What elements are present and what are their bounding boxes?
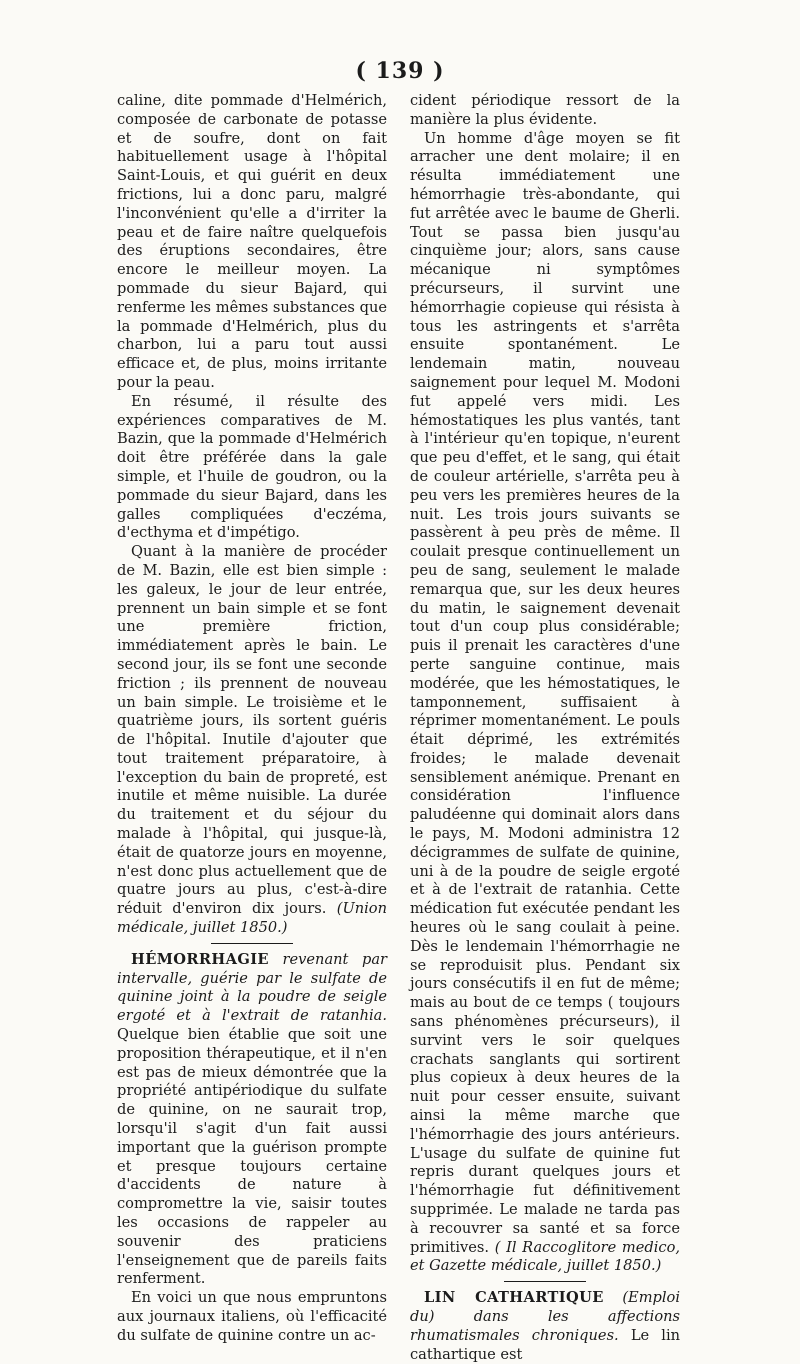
- section-heading: HÉMORRHAGIE: [131, 950, 269, 968]
- paragraph-text: Le lin cathartique est: [410, 1326, 681, 1363]
- source-citation: ( Il Raccoglitore medico, et Gazette médicale, juillet 1850.): [410, 1238, 680, 1275]
- paragraph: En voici un que nous empruntons aux journaux italiens, où l'efficacité du sulfate de quinine contre un ac-: [117, 1289, 387, 1344]
- page-number: ( 139 ): [355, 58, 445, 84]
- paragraph-text: Quant à la manière de procéder de M. Bazin, elle est bien simple : les galeux, le jour de leur entrée, prennent un bain simple et se font une première friction, immédiatement après le bain. Le second jour, ils se font une seconde friction ; ils prennent de nouveau un bain simple. Le troisième et le quatrième jours, ils sortent guéris de l'hôpital. Inutile d'ajouter que tout traitement préparatoire, à l'exception du bain de propreté, est inutile et même nuisible. La durée du traitement et du séjour du malade à l'hôpital, qui jusque-là, était de quatorze jours en moyenne, n'est donc plus actuellement que de quatre jours au plus, c'est-à-dire réduit d'environ dix jours.: [117, 543, 387, 918]
- paragraph: [410, 130, 680, 1277]
- paragraph-text: Quelque bien établie que soit une proposition thérapeutique, et il n'en est pas de mieux démontrée que la propriété antipériodique du sulfate de quinine, on ne saurait trop, lorsqu'il s'agit d'un fait aussi important que la guérison prompte et presque toujours certaine d'accidents de nature à compromettre la vie, saisir toutes les occasions de rappeler au souvenir des praticiens l'enseignement que de pareils faits renferment.: [117, 1026, 387, 1288]
- paragraph: [117, 543, 387, 938]
- paragraph: En résumé, il résulte des expériences comparatives de M. Bazin, que la pommade d'Helmérich doit être préférée dans la gale simple, et l'huile de goudron, ou la pommade du sieur Bajard, dans les galles compliquées d'eczéma, d'ecthyma et d'impétigo.: [117, 392, 387, 542]
- section-subtitle: revenant par intervalle, guérie par le sulfate de quinine joint à la poudre de seigle ergoté et à l'extrait de ratanhia.: [117, 950, 387, 1025]
- paragraph-text: Un homme d'âge moyen se fit arracher une dent molaire; il en résulta immédiatement une hémorrhagie très-abondante, qui fut arrêtée avec le baume de Gherli. Tout se passa bien jusqu'au cinquième jour; alors, sans cause mécanique ni symptômes précurseurs, il survint une hémorrhagie copieuse qui résista à tous les astringents et s'arrêta ensuite spontanément. Le lendemain matin, nouveau saignement pour lequel M. Modoni fut appelé vers midi. Les hémostatiques les plus vantés, tant à l'intérieur qu'en topique, n'eurent que peu d'effet, et le sang, qui était de couleur artérielle, s'arrêta peu à peu vers les premières heures de la nuit. Les trois jours suivants se passèrent à peu près de même. Il coulait presque continuellement un peu de sang, seulement le malade remarqua que, sur les deux heures du matin, le saignement devenait tout d'un coup plus considérable; puis il prenait les caractères d'une perte sanguine continue, mais modérée, que les hémostatiques, le tamponnement, suffisaient à réprimer momentanément. Le pouls était déprimé, les extrémités froides; le malade devenait sensiblement anémique. Prenant en considération l'influence paludéenne qui dominait alors dans le pays, M. Modoni administra 12 décigrammes de sulfate de quinine, uni à de la poudre de seigle ergoté et à de l'extrait de ratanhia. Cette médication fut exécutée pendant les heures où le sang coulait à peine. Dès le lendemain l'hémorrhagie ne se reproduisit plus. Pendant six jours consécutifs il en fut de même; mais au bout de ce temps ( toujours sans phénomènes précurseurs), il survint vers le soir quelques crachats sanglants qui sortirent plus copieux à deux heures de la nuit pour cesser ensuite, suivant ainsi la même marche que l'hémorrhagie des jours antérieurs. L'usage du sulfate de quinine fut repris durant quelques jours et l'hémorrhagie fut définitivement supprimée. Le malade ne tarda pas à recouvrer sa santé et sa force primitives.: [410, 129, 680, 1256]
- left-column: [117, 92, 387, 1346]
- section-divider: [211, 943, 293, 944]
- section-heading: LIN CATHARTIQUE: [424, 1289, 604, 1307]
- paragraph: caline, dite pommade d'Helmérich, composée de carbonate de potasse et de soufre, dont on fait habituellement usage à l'hôpital Saint-Louis, et qui guérit en deux frictions, lui a donc paru, malgré l'inconvénient qu'elle a d'irriter la peau et de faire naître quelquefois des éruptions secondaires, être encore le meilleur moyen. La pommade du sieur Bajard, qui renferme les mêmes substances que la pommade d'Helmérich, plus du charbon, lui a paru tout aussi efficace et, de plus, moins irritante pour la peau.: [117, 92, 387, 391]
- source-citation: (Union médicale, juillet 1850.): [117, 900, 387, 937]
- section-intro: [410, 1289, 680, 1364]
- right-column: [410, 92, 680, 1364]
- section-intro: [117, 951, 387, 1289]
- section-subtitle: (Emploi du) dans les affections rhumatismales chroniques.: [410, 1289, 680, 1344]
- paragraph: cident périodique ressort de la manière la plus évidente.: [410, 92, 680, 128]
- section-divider: [504, 1281, 586, 1282]
